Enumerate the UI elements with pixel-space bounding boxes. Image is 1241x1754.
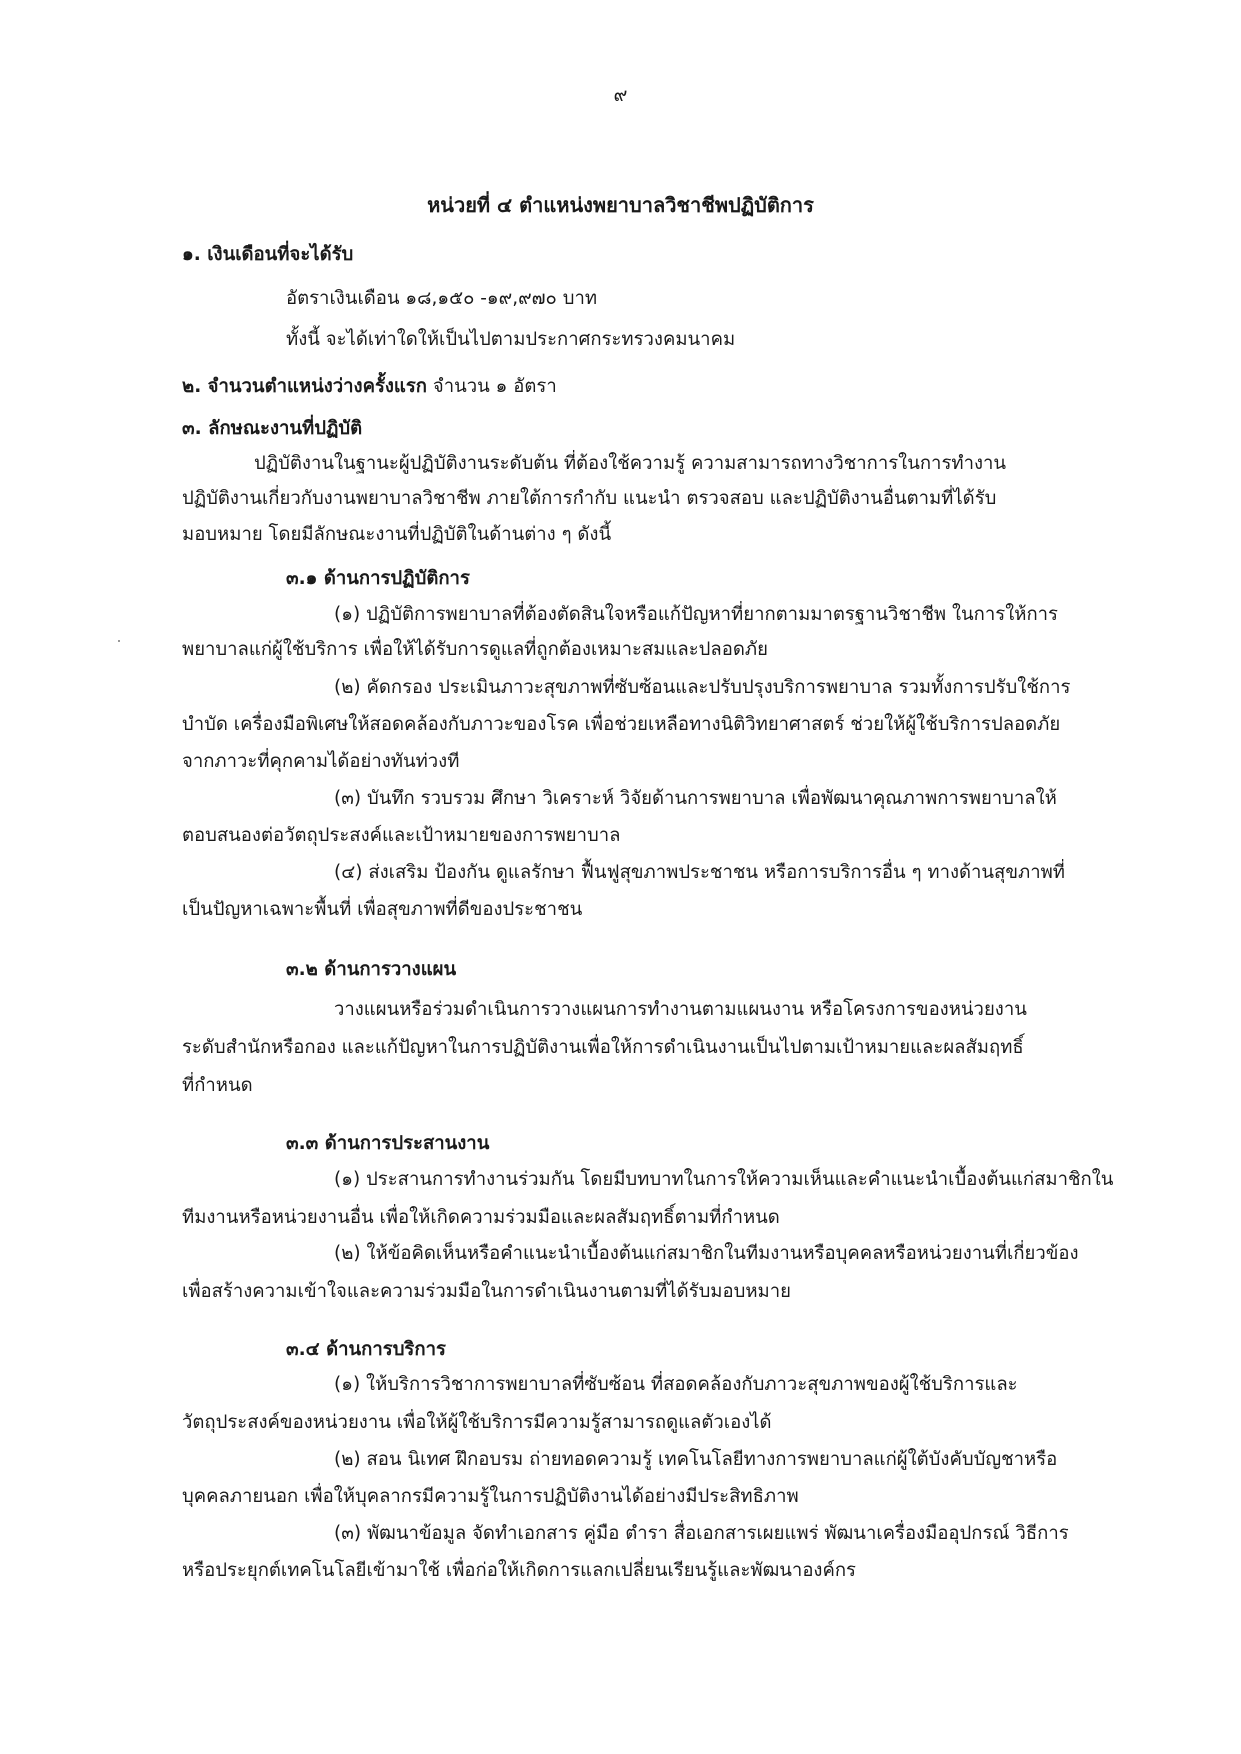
text-line: พยาบาลแก่ผู้ใช้บริการ เพื่อให้ได้รับการดูแลที่ถูกต้องเหมาะสมและปลอดภัย	[182, 639, 768, 660]
text-line: (๓) พัฒนาข้อมูล จัดทำเอกสาร คู่มือ ตำรา สื่อเอกสารเผยแพร่ พัฒนาเครื่องมืออุปกรณ์ วิธีการ	[334, 1523, 1069, 1544]
text-line: ตอบสนองต่อวัตถุประสงค์และเป้าหมายของการพยาบาล	[182, 825, 621, 846]
salary-note: ทั้งนี้ จะได้เท่าใดให้เป็นไปตามประกาศกระทรวงคมนาคม	[286, 329, 736, 350]
scan-speck	[118, 640, 120, 642]
section-2-value: จำนวน ๑ อัตรา	[432, 376, 557, 397]
intro-line: มอบหมาย โดยมีลักษณะงานที่ปฏิบัติในด้านต่าง ๆ ดังนี้	[182, 524, 612, 545]
section-1-heading: ๑. เงินเดือนที่จะได้รับ	[182, 244, 354, 265]
salary-rate: อัตราเงินเดือน ๑๘,๑๕๐ -๑๙,๙๗๐ บาท	[286, 288, 598, 309]
subsection-3-1-heading: ๓.๑ ด้านการปฏิบัติการ	[286, 568, 470, 589]
text-line: (๓) บันทึก รวบรวม ศึกษา วิเคราะห์ วิจัยด้านการพยาบาล เพื่อพัฒนาคุณภาพการพยาบาลให้	[334, 788, 1057, 809]
text-line: (๑) ปฏิบัติการพยาบาลที่ต้องตัดสินใจหรือแก้ปัญหาที่ยากตามมาตรฐานวิชาชีพ ในการให้การ	[334, 604, 1058, 625]
intro-line: ปฏิบัติงานเกี่ยวกับงานพยาบาลวิชาชีพ ภายใต้การกำกับ แนะนำ ตรวจสอบ และปฏิบัติงานอื่นตามที่ได้รับ	[182, 488, 997, 509]
text-line: วางแผนหรือร่วมดำเนินการวางแผนการทำงานตามแผนงาน หรือโครงการของหน่วยงาน	[334, 999, 1027, 1020]
intro-line: ปฏิบัติงานในฐานะผู้ปฏิบัติงานระดับต้น ที่ต้องใช้ความรู้ ความสามารถทางวิชาการในการทำงาน	[254, 453, 1007, 474]
text-line: เพื่อสร้างความเข้าใจและความร่วมมือในการดำเนินงานตามที่ได้รับมอบหมาย	[182, 1281, 791, 1302]
section-3-heading: ๓. ลักษณะงานที่ปฏิบัติ	[182, 418, 363, 439]
text-line: ทีมงานหรือหน่วยงานอื่น เพื่อให้เกิดความร่วมมือและผลสัมฤทธิ์ตามที่กำหนด	[182, 1207, 780, 1228]
subsection-3-3-heading: ๓.๓ ด้านการประสานงาน	[286, 1133, 490, 1154]
section-2-heading: ๒. จำนวนตำแหน่งว่างครั้งแรก	[182, 376, 427, 397]
text-line: (๒) คัดกรอง ประเมินภาวะสุขภาพที่ซับซ้อนและปรับปรุงบริการพยาบาล รวมทั้งการปรับใช้การ	[334, 677, 1071, 698]
text-line: (๑) ประสานการทำงานร่วมกัน โดยมีบทบาทในการให้ความเห็นและคำแนะนำเบื้องต้นแก่สมาชิกใน	[334, 1169, 1114, 1190]
page-title: หน่วยที่ ๔ ตำแหน่งพยาบาลวิชาชีพปฏิบัติการ	[427, 193, 814, 217]
text-line: วัตถุประสงค์ของหน่วยงาน เพื่อให้ผู้ใช้บริการมีความรู้สามารถดูแลตัวเองได้	[182, 1412, 772, 1433]
text-line: บำบัด เครื่องมือพิเศษให้สอดคล้องกับภาวะของโรค เพื่อช่วยเหลือทางนิติวิทยาศาสตร์ ช่วยให้ผู้ใช้บริการปลอดภัย	[182, 714, 1061, 735]
text-line: (๔) ส่งเสริม ป้องกัน ดูแลรักษา ฟื้นฟูสุขภาพประชาชน หรือการบริการอื่น ๆ ทางด้านสุขภาพที่	[334, 862, 1065, 883]
text-line: ระดับสำนักหรือกอง และแก้ปัญหาในการปฏิบัติงานเพื่อให้การดำเนินงานเป็นไปตามเป้าหมายและผลสัมฤทธิ์	[182, 1037, 1024, 1058]
page-number: ๙	[613, 84, 628, 106]
subsection-3-2-heading: ๓.๒ ด้านการวางแผน	[286, 959, 457, 980]
text-line: (๒) ให้ข้อคิดเห็นหรือคำแนะนำเบื้องต้นแก่สมาชิกในทีมงานหรือบุคคลหรือหน่วยงานที่เกี่ยวข้อง	[334, 1243, 1079, 1264]
text-line: (๒) สอน นิเทศ ฝึกอบรม ถ่ายทอดความรู้ เทคโนโลยีทางการพยาบาลแก่ผู้ใต้บังคับบัญชาหรือ	[334, 1449, 1058, 1470]
text-line: จากภาวะที่คุกคามได้อย่างทันท่วงที	[182, 751, 460, 772]
subsection-3-4-heading: ๓.๔ ด้านการบริการ	[286, 1339, 446, 1360]
text-line: ที่กำหนด	[182, 1075, 253, 1096]
text-line: หรือประยุกต์เทคโนโลยีเข้ามาใช้ เพื่อก่อให้เกิดการแลกเปลี่ยนเรียนรู้และพัฒนาองค์กร	[182, 1560, 856, 1581]
text-line: บุคคลภายนอก เพื่อให้บุคลากรมีความรู้ในการปฏิบัติงานได้อย่างมีประสิทธิภาพ	[182, 1486, 799, 1507]
section-2-line	[182, 372, 557, 402]
text-line: (๑) ให้บริการวิชาการพยาบาลที่ซับซ้อน ที่สอดคล้องกับภาวะสุขภาพของผู้ใช้บริการและ	[334, 1374, 1018, 1395]
text-line: เป็นปัญหาเฉพาะพื้นที่ เพื่อสุขภาพที่ดีของประชาชน	[182, 899, 583, 920]
